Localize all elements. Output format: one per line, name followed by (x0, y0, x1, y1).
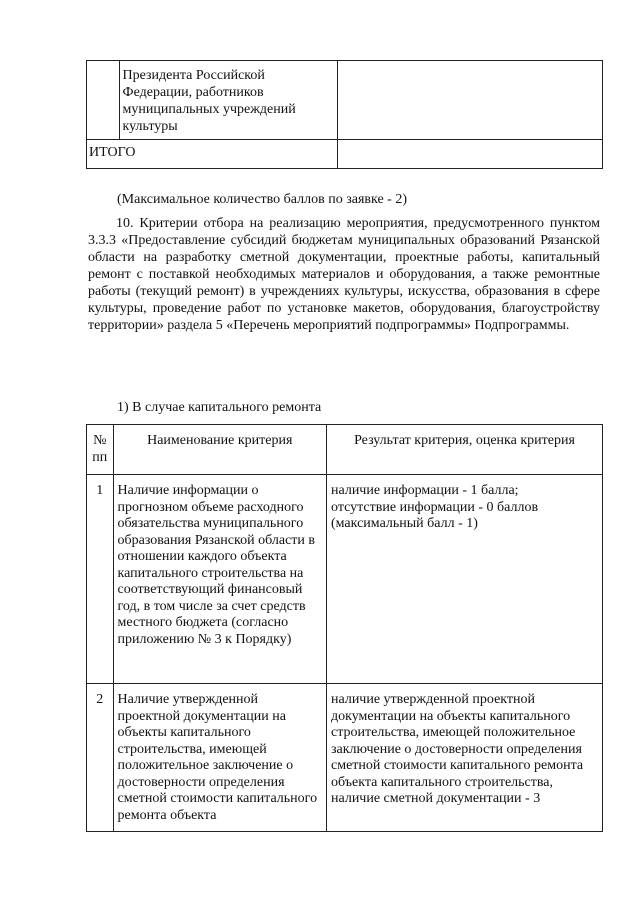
criterion-cell: Президента Российской Федерации, работников муниципальных учреждений культуры (119, 61, 337, 140)
criteria-table (86, 424, 603, 832)
total-label: ИТОГО (87, 140, 338, 169)
criterion-name: Наличие информации о прогнозном объеме расходного обязательства муниципального образования Рязанской области в отношении каждого объекта капитального строительства на соответствующий финансовый год, в том числе за счет средств местного бюджета (согласно приложению № 3 к Порядку) (113, 475, 326, 684)
total-row (87, 140, 603, 169)
top-table (86, 60, 603, 169)
result-line: наличие информации - 1 балла; (331, 483, 519, 498)
criterion-result (327, 684, 603, 832)
total-value-cell (337, 140, 602, 169)
header-num: № пп (87, 425, 114, 475)
header-result: Результат критерия, оценка критерия (327, 425, 603, 475)
criterion-name: Наличие утвержденной проектной документации на объекты капитального строительства, имеющей положительное заключение о достоверности определения сметной стоимости капитального ремонта объекта (113, 684, 326, 832)
max-score-note: (Максимальное количество баллов по заявке - 2) (117, 192, 407, 207)
result-cell (337, 61, 602, 140)
row-number: 1 (87, 475, 114, 684)
result-line: отсутствие информации - 0 баллов (331, 499, 539, 515)
row-number: 2 (87, 684, 114, 832)
section-subheading: 1) В случае капитального ремонта (117, 400, 322, 415)
header-row (87, 425, 603, 475)
criterion-result (327, 475, 603, 684)
table-row (87, 475, 603, 684)
header-name: Наименование критерия (113, 425, 326, 475)
result-line: наличие утвержденной проектной документации на объекты капитального строительства, имеющей положительное заключение о достоверности определения сметной стоимости капитального ремонта объекта капитального строительства, наличие сметной документации - 3 (331, 692, 584, 806)
number-cell (87, 61, 120, 140)
criteria-paragraph: 10. Критерии отбора на реализацию мероприятия, предусмотренного пунктом 3.3.3 «Предоставление субсидий бюджетам муниципальных образований Рязанской области на разработку сметной документации, проектные работы, капитальный ремонт с поставкой необходимых материалов и оборудования, а также ремонтные работы (текущий ремонт) в учреждениях культуры, искусства, образования в сфере культуры, проведение работ по установке макетов, оборудования, благоустройству территории» раздела 5 «Перечень мероприятий подпрограммы» Подпрограммы. (88, 216, 600, 333)
table-row (87, 61, 603, 140)
table-row (87, 684, 603, 832)
result-line: (максимальный балл - 1) (331, 516, 478, 531)
